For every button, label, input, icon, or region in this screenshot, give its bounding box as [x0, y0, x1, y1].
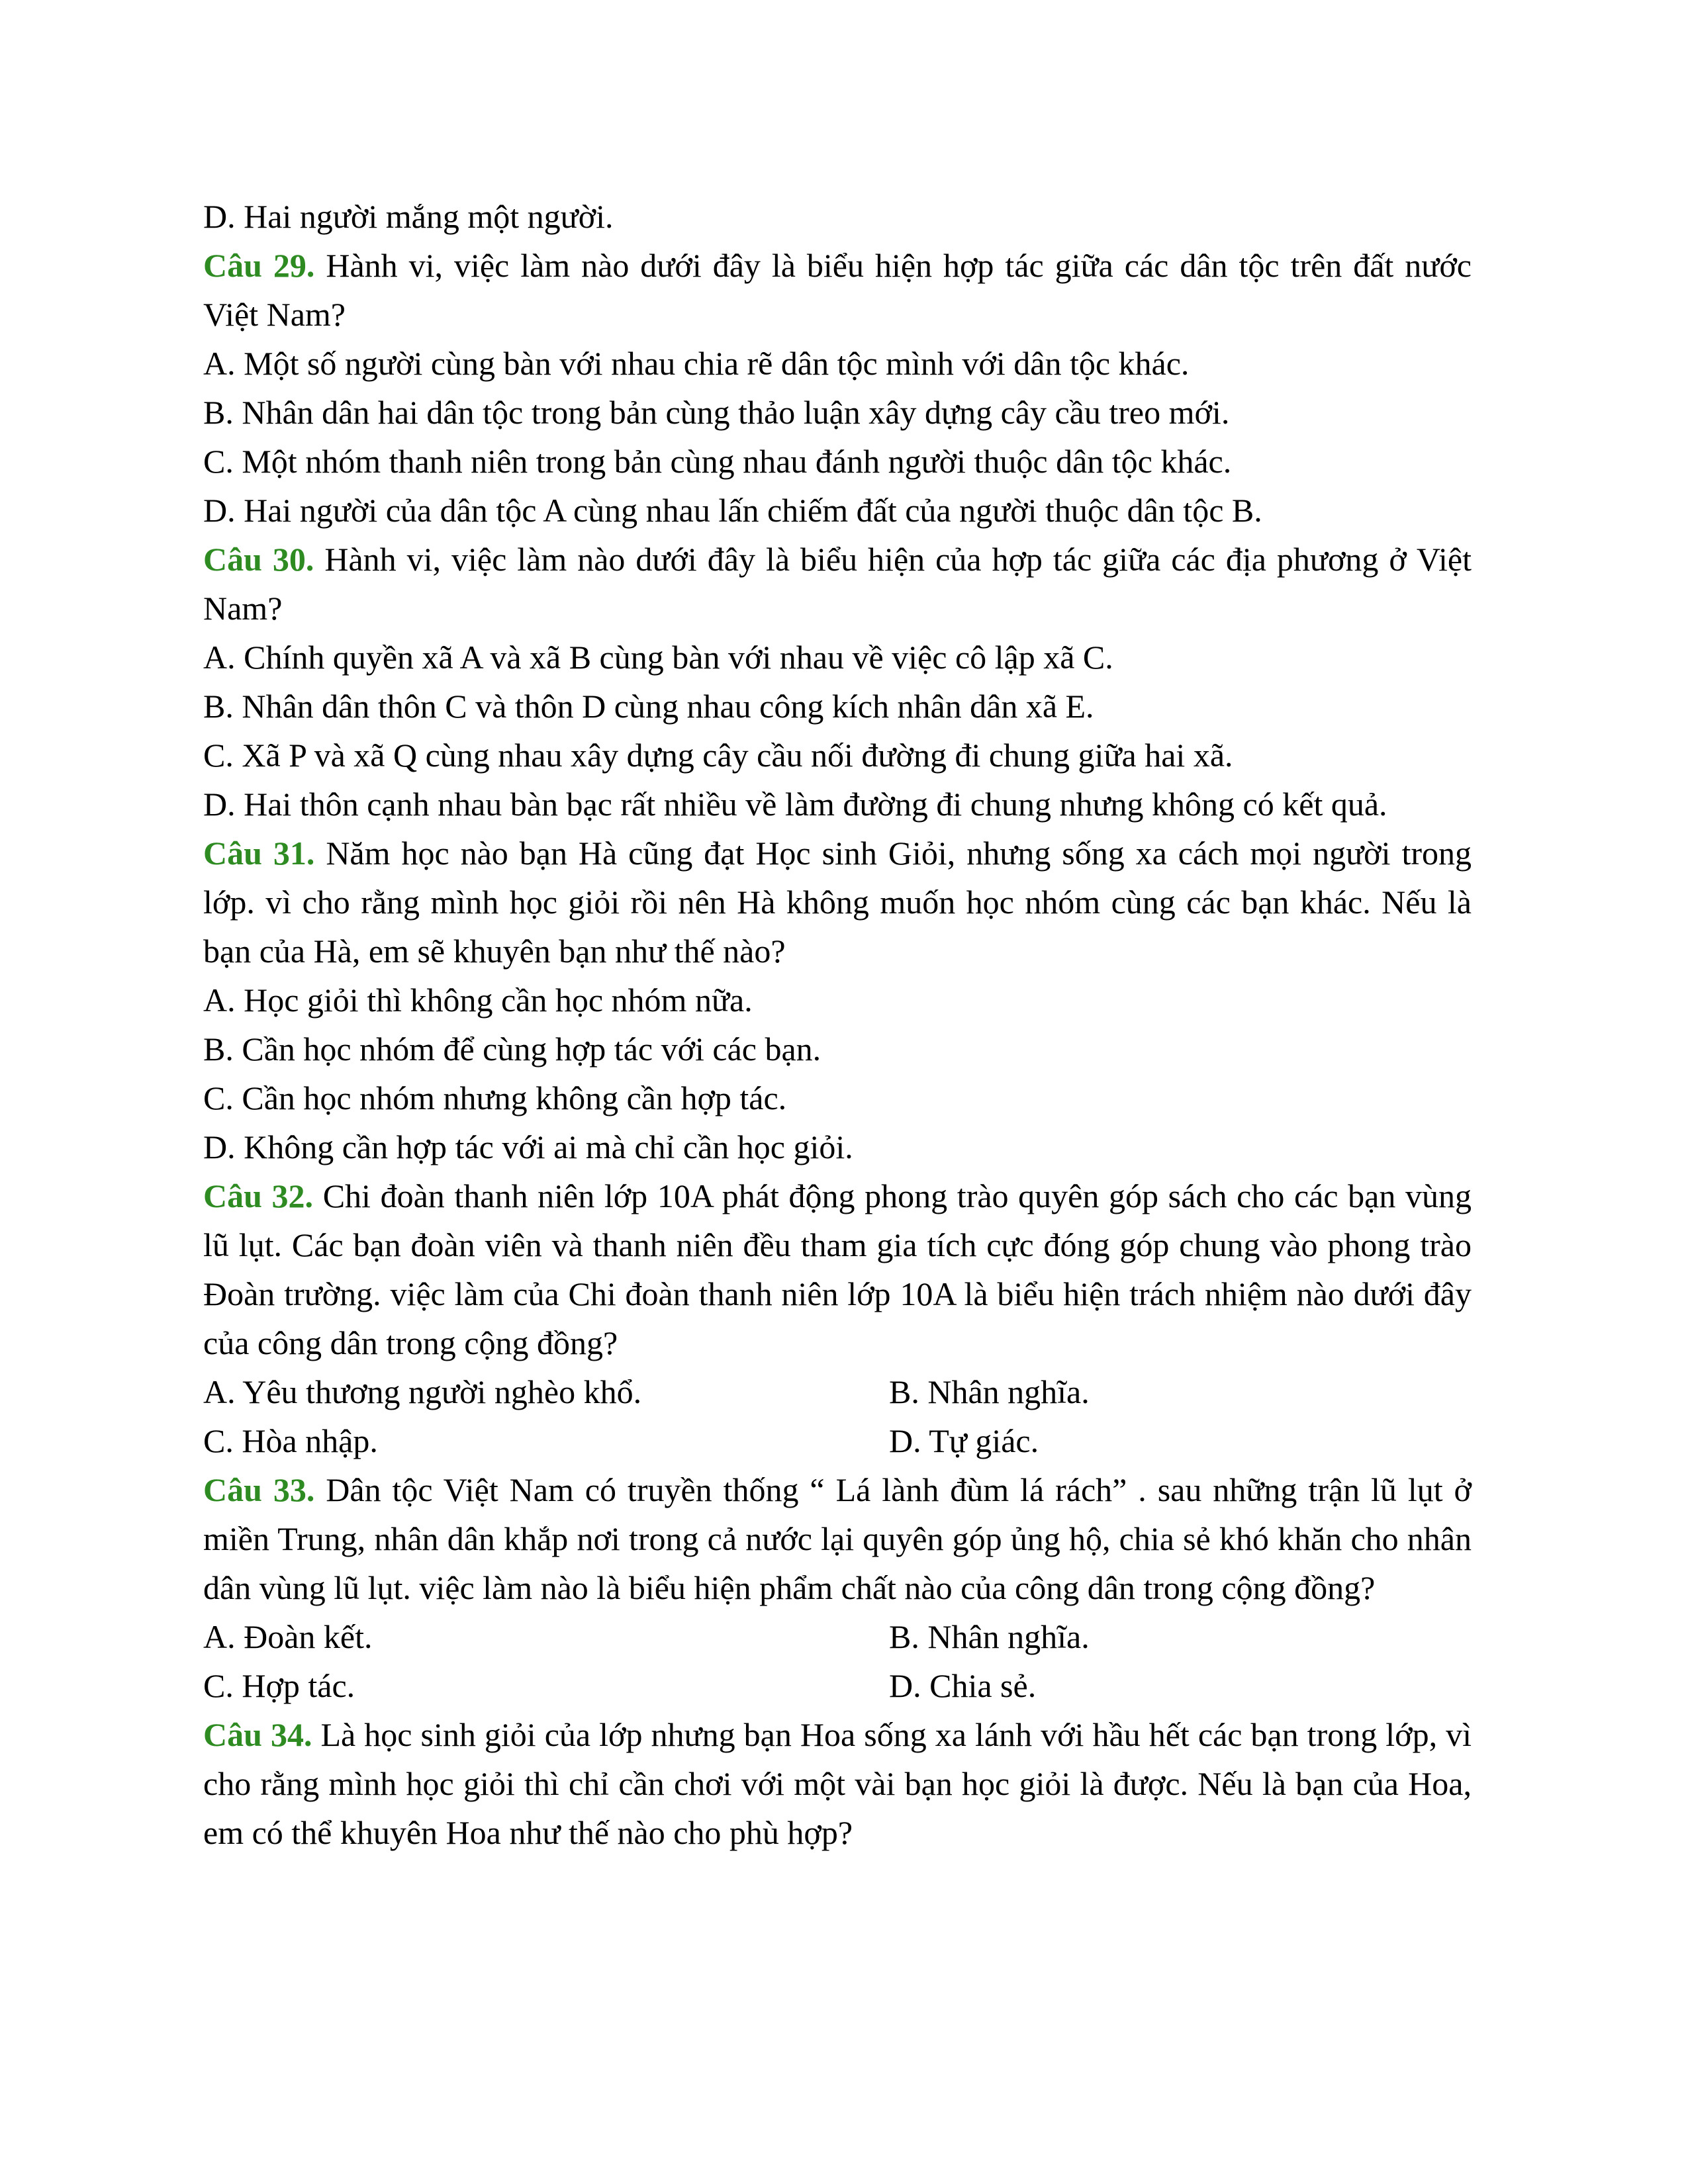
option-c: C. Hòa nhập.	[203, 1422, 378, 1459]
option-c: C. Cần học nhóm nhưng không cần hợp tác.	[203, 1079, 787, 1116]
option-b: B. Nhân dân thôn C và thôn D cùng nhau công kích nhân dân xã E.	[203, 688, 1094, 725]
option-c: C. Một nhóm thanh niên trong bản cùng nhau đánh người thuộc dân tộc khác.	[203, 443, 1232, 480]
question-29	[203, 241, 1472, 535]
option-a: A. Đoàn kết.	[203, 1618, 373, 1655]
option-a: A. Chính quyền xã A và xã B cùng bàn với nhau về việc cô lập xã C.	[203, 639, 1113, 676]
question-text: Dân tộc Việt Nam có truyền thống “ Lá lành đùm lá rách” . sau những trận lũ lụt ở miền Trung, nhân dân khắp nơi trong cả nước lại quyên góp ủng hộ, chia sẻ khó khăn cho nhân dân vùng lũ lụt. việc làm nào là biểu hiện phẩm chất nào của công dân trong cộng đồng?	[203, 1471, 1472, 1606]
options-row-2	[203, 1661, 1472, 1710]
option-d: D. Không cần hợp tác với ai mà chỉ cần học giỏi.	[203, 1128, 853, 1165]
option-a: A. Yêu thương người nghèo khổ.	[203, 1373, 642, 1410]
option-d: D. Chia sẻ.	[889, 1667, 1037, 1704]
option-c: C. Xã P và xã Q cùng nhau xây dựng cây cầu nối đường đi chung giữa hai xã.	[203, 737, 1233, 774]
options-row-2	[203, 1416, 1472, 1465]
question-label: Câu 34.	[203, 1716, 312, 1753]
question-31-stem	[203, 829, 1472, 976]
question-31	[203, 829, 1472, 1171]
option-b: B. Nhân nghĩa.	[889, 1618, 1090, 1655]
option-a: A. Học giỏi thì không cần học nhóm nữa.	[203, 981, 753, 1019]
question-30	[203, 535, 1472, 829]
question-29-stem	[203, 241, 1472, 339]
option-b: B. Nhân nghĩa.	[889, 1373, 1090, 1410]
option-b: B. Nhân dân hai dân tộc trong bản cùng thảo luận xây dựng cây cầu treo mới.	[203, 394, 1230, 431]
option-d-prev-question: D. Hai người mắng một người.	[203, 198, 614, 235]
options-row-1	[203, 1612, 1472, 1661]
option-d: D. Tự giác.	[889, 1422, 1039, 1459]
question-text: Hành vi, việc làm nào dưới đây là biểu hiện hợp tác giữa các dân tộc trên đất nước Việt Nam?	[203, 247, 1472, 333]
option-d: D. Hai người của dân tộc A cùng nhau lấn chiếm đất của người thuộc dân tộc B.	[203, 492, 1262, 529]
option-a: A. Một số người cùng bàn với nhau chia rẽ dân tộc mình với dân tộc khác.	[203, 345, 1190, 382]
question-text: Hành vi, việc làm nào dưới đây là biểu hiện của hợp tác giữa các địa phương ở Việt Nam?	[203, 541, 1472, 627]
question-label: Câu 32.	[203, 1177, 314, 1214]
question-32	[203, 1171, 1472, 1465]
question-34	[203, 1710, 1472, 1857]
question-label: Câu 33.	[203, 1471, 315, 1508]
option-c: C. Hợp tác.	[203, 1667, 355, 1704]
question-label: Câu 29.	[203, 247, 315, 284]
question-32-stem	[203, 1171, 1472, 1367]
question-label: Câu 31.	[203, 835, 315, 872]
option-b: B. Cần học nhóm để cùng hợp tác với các bạn.	[203, 1030, 821, 1068]
question-33	[203, 1465, 1472, 1710]
option-d: D. Hai thôn cạnh nhau bàn bạc rất nhiều về làm đường đi chung nhưng không có kết quả.	[203, 786, 1387, 823]
question-text: Chi đoàn thanh niên lớp 10A phát động phong trào quyên góp sách cho các bạn vùng lũ lụt. Các bạn đoàn viên và thanh niên đều tham gia tích cực đóng góp chung vào phong trào Đoàn trường. việc làm của Chi đoàn thanh niên lớp 10A là biểu hiện trách nhiệm nào dưới đây của công dân trong cộng đồng?	[203, 1177, 1472, 1361]
question-text: Năm học nào bạn Hà cũng đạt Học sinh Giỏi, nhưng sống xa cách mọi người trong lớp. vì cho rằng mình học giỏi rồi nên Hà không muốn học nhóm cùng các bạn khác. Nếu là bạn của Hà, em sẽ khuyên bạn như thế nào?	[203, 835, 1472, 970]
question-30-stem	[203, 535, 1472, 633]
question-label: Câu 30.	[203, 541, 314, 578]
options-row-1	[203, 1367, 1472, 1416]
question-33-stem	[203, 1465, 1472, 1612]
question-text: Là học sinh giỏi của lớp nhưng bạn Hoa sống xa lánh với hầu hết các bạn trong lớp, vì cho rằng mình học giỏi thì chỉ cần chơi với một vài bạn học giỏi là được. Nếu là bạn của Hoa, em có thể khuyên Hoa như thế nào cho phù hợp?	[203, 1716, 1472, 1851]
document-page	[203, 192, 1472, 1857]
question-34-stem	[203, 1710, 1472, 1857]
